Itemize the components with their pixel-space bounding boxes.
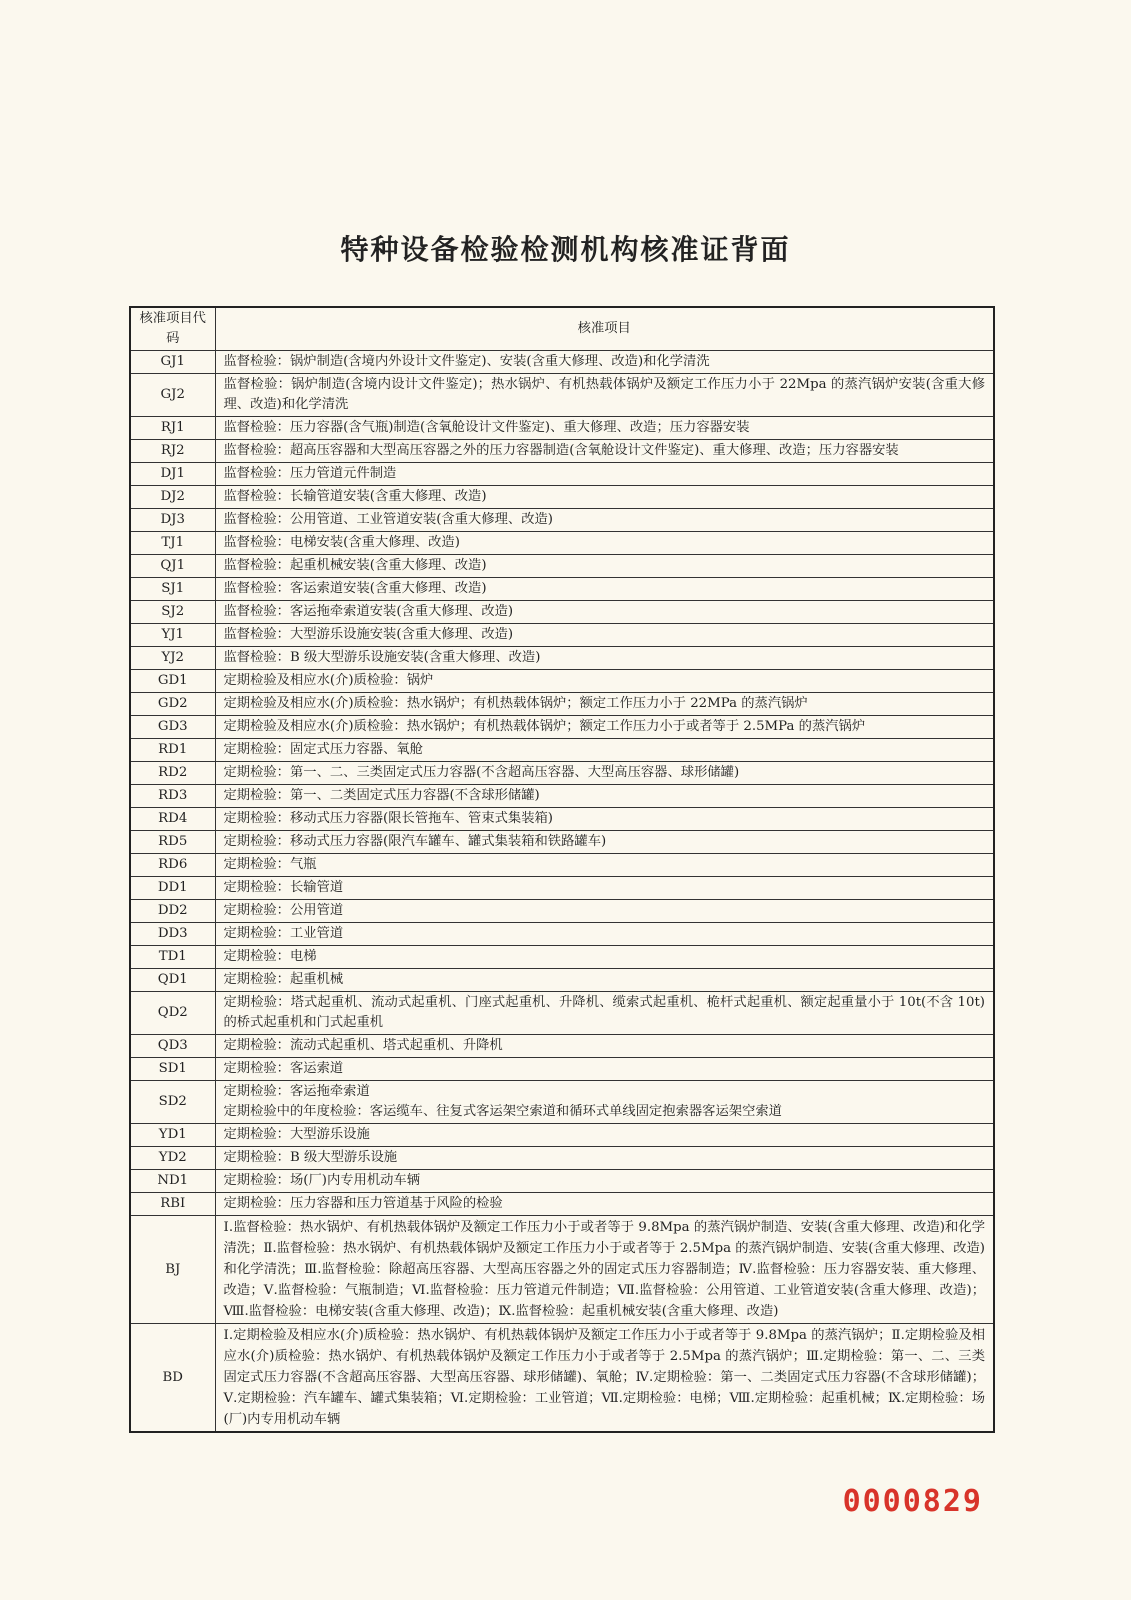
table-row <box>130 969 994 992</box>
table-row <box>130 1147 994 1170</box>
table-row <box>130 647 994 670</box>
table-row <box>130 463 994 486</box>
row-item: 定期检验及相应水(介)质检验：热水锅炉；有机热载体锅炉；额定工作压力小于或者等于 2.5MPa 的蒸汽锅炉 <box>215 716 994 739</box>
table-row <box>130 831 994 854</box>
row-item: 定期检验：移动式压力容器(限长管拖车、管束式集装箱) <box>215 808 994 831</box>
page-title: 特种设备检验检测机构核准证背面 <box>340 233 791 266</box>
table-row <box>130 877 994 900</box>
row-code: BJ <box>130 1216 215 1324</box>
row-code: SD2 <box>130 1081 215 1124</box>
table-row <box>130 923 994 946</box>
row-item: 监督检验：超高压容器和大型高压容器之外的压力容器制造(含氧舱设计文件鉴定)、重大修理、改造；压力容器安装 <box>215 440 994 463</box>
row-code: DJ2 <box>130 486 215 509</box>
row-item: 监督检验：锅炉制造(含境内设计文件鉴定)；热水锅炉、有机热载体锅炉及额定工作压力小于 22Mpa 的蒸汽锅炉安装(含重大修理、改造)和化学清洗 <box>215 374 994 417</box>
header-code: 核准项目代码 <box>130 307 215 351</box>
row-item: Ⅰ.监督检验：热水锅炉、有机热载体锅炉及额定工作压力小于或者等于 9.8Mpa 的蒸汽锅炉制造、安装(含重大修理、改造)和化学清洗；Ⅱ.监督检验：热水锅炉、有机热载体锅炉及额定工作压力小于或者等于 2.5Mpa 的蒸汽锅炉制造、安装(含重大修理、改造)和化学清洗；Ⅲ.监督检验：除超高压容器、大型高压容器之外的固定式压力容器制造；Ⅳ.监督检验：压力容器安装、重大修理、改造；Ⅴ.监督检验：气瓶制造；Ⅵ.监督检验：压力管道元件制造；Ⅶ.监督检验：公用管道、工业管道安装(含重大修理、改造)；Ⅷ.监督检验：电梯安装(含重大修理、改造)；Ⅸ.监督检验：起重机械安装(含重大修理、改造) <box>215 1216 994 1324</box>
table-header-row <box>130 307 994 351</box>
table-row <box>130 486 994 509</box>
row-code: GD3 <box>130 716 215 739</box>
row-item: 定期检验：起重机械 <box>215 969 994 992</box>
row-code: SJ2 <box>130 601 215 624</box>
table-row <box>130 440 994 463</box>
table-row <box>130 1324 994 1433</box>
table-row <box>130 555 994 578</box>
row-code: RD2 <box>130 762 215 785</box>
row-item-line: 定期检验：客运拖牵索道 <box>223 1084 370 1099</box>
row-code: RD1 <box>130 739 215 762</box>
row-code: QD3 <box>130 1035 215 1058</box>
row-code: RJ2 <box>130 440 215 463</box>
table-row <box>130 670 994 693</box>
row-code: GD1 <box>130 670 215 693</box>
row-code: ND1 <box>130 1170 215 1193</box>
row-code: GJ2 <box>130 374 215 417</box>
table-row <box>130 1216 994 1324</box>
row-code: YJ2 <box>130 647 215 670</box>
row-item: 定期检验：公用管道 <box>215 900 994 923</box>
table-row <box>130 1081 994 1124</box>
table-row <box>130 417 994 440</box>
row-code: QD1 <box>130 969 215 992</box>
table-row <box>130 374 994 417</box>
table-row <box>130 854 994 877</box>
row-code: YD2 <box>130 1147 215 1170</box>
row-item: 监督检验：电梯安装(含重大修理、改造) <box>215 532 994 555</box>
row-item: 定期检验：电梯 <box>215 946 994 969</box>
table-row <box>130 785 994 808</box>
row-item: 定期检验：气瓶 <box>215 854 994 877</box>
row-item: 定期检验：长输管道 <box>215 877 994 900</box>
table-row <box>130 762 994 785</box>
table-row <box>130 509 994 532</box>
row-item: 监督检验：压力管道元件制造 <box>215 463 994 486</box>
row-item: Ⅰ.定期检验及相应水(介)质检验：热水锅炉、有机热载体锅炉及额定工作压力小于或者等于 9.8Mpa 的蒸汽锅炉；Ⅱ.定期检验及相应水(介)质检验：热水锅炉、有机热载体锅炉及额定工作压力小于或者等于 2.5Mpa 的蒸汽锅炉；Ⅲ.定期检验：第一、二、三类固定式压力容器(不含超高压容器、大型高压容器、球形储罐)、氧舱；Ⅳ.定期检验：第一、二类固定式压力容器(不含球形储罐)；Ⅴ.定期检验：汽车罐车、罐式集装箱；Ⅵ.定期检验：工业管道；Ⅶ.定期检验：电梯；Ⅷ.定期检验：起重机械；Ⅸ.定期检验：场(厂)内专用机动车辆 <box>215 1324 994 1433</box>
row-code: RD4 <box>130 808 215 831</box>
row-item: 监督检验：压力容器(含气瓶)制造(含氧舱设计文件鉴定)、重大修理、改造；压力容器安装 <box>215 417 994 440</box>
table-row <box>130 601 994 624</box>
row-item-line: 定期检验中的年度检验：客运缆车、往复式客运架空索道和循环式单线固定抱索器客运架空索道 <box>223 1104 782 1119</box>
row-code: YD1 <box>130 1124 215 1147</box>
approval-items-table <box>129 306 995 1433</box>
row-code: RD6 <box>130 854 215 877</box>
table-row <box>130 900 994 923</box>
row-code: DD3 <box>130 923 215 946</box>
row-item: 定期检验：大型游乐设施 <box>215 1124 994 1147</box>
table-row <box>130 716 994 739</box>
table-row <box>130 1058 994 1081</box>
row-code: QD2 <box>130 992 215 1035</box>
row-item: 监督检验：客运拖牵索道安装(含重大修理、改造) <box>215 601 994 624</box>
row-code: DJ1 <box>130 463 215 486</box>
table-row <box>130 808 994 831</box>
row-item: 定期检验：固定式压力容器、氧舱 <box>215 739 994 762</box>
row-item: 定期检验：B 级大型游乐设施 <box>215 1147 994 1170</box>
row-item <box>215 1081 994 1124</box>
row-code: SJ1 <box>130 578 215 601</box>
table-row <box>130 946 994 969</box>
row-code: DD2 <box>130 900 215 923</box>
row-code: YJ1 <box>130 624 215 647</box>
row-item: 定期检验：压力容器和压力管道基于风险的检验 <box>215 1193 994 1216</box>
table-row <box>130 1124 994 1147</box>
row-code: TJ1 <box>130 532 215 555</box>
row-item: 定期检验：客运索道 <box>215 1058 994 1081</box>
table-row <box>130 739 994 762</box>
row-code: RBI <box>130 1193 215 1216</box>
row-code: GJ1 <box>130 351 215 374</box>
row-code: RJ1 <box>130 417 215 440</box>
table-row <box>130 624 994 647</box>
row-item: 定期检验：移动式压力容器(限汽车罐车、罐式集装箱和铁路罐车) <box>215 831 994 854</box>
row-item: 监督检验：公用管道、工业管道安装(含重大修理、改造) <box>215 509 994 532</box>
row-code: RD3 <box>130 785 215 808</box>
row-item: 定期检验：第一、二类固定式压力容器(不含球形储罐) <box>215 785 994 808</box>
row-code: QJ1 <box>130 555 215 578</box>
table-row <box>130 992 994 1035</box>
row-item: 定期检验及相应水(介)质检验：热水锅炉；有机热载体锅炉；额定工作压力小于 22MPa 的蒸汽锅炉 <box>215 693 994 716</box>
table-row <box>130 693 994 716</box>
row-code: DD1 <box>130 877 215 900</box>
row-item: 定期检验：第一、二、三类固定式压力容器(不含超高压容器、大型高压容器、球形储罐) <box>215 762 994 785</box>
row-code: TD1 <box>130 946 215 969</box>
serial-number: 0000829 <box>842 1484 983 1519</box>
row-item: 定期检验：塔式起重机、流动式起重机、门座式起重机、升降机、缆索式起重机、桅杆式起重机、额定起重量小于 10t(不含 10t)的桥式起重机和门式起重机 <box>215 992 994 1035</box>
row-code: BD <box>130 1324 215 1433</box>
row-code: DJ3 <box>130 509 215 532</box>
row-code: SD1 <box>130 1058 215 1081</box>
row-item: 监督检验：大型游乐设施安装(含重大修理、改造) <box>215 624 994 647</box>
row-item: 监督检验：长输管道安装(含重大修理、改造) <box>215 486 994 509</box>
table-row <box>130 578 994 601</box>
header-item: 核准项目 <box>215 307 994 351</box>
row-item: 定期检验及相应水(介)质检验：锅炉 <box>215 670 994 693</box>
row-item: 监督检验：锅炉制造(含境内外设计文件鉴定)、安装(含重大修理、改造)和化学清洗 <box>215 351 994 374</box>
table-row <box>130 1035 994 1058</box>
row-code: RD5 <box>130 831 215 854</box>
row-item: 定期检验：流动式起重机、塔式起重机、升降机 <box>215 1035 994 1058</box>
table-row <box>130 1170 994 1193</box>
table-row <box>130 1193 994 1216</box>
table-row <box>130 351 994 374</box>
row-item: 定期检验：场(厂)内专用机动车辆 <box>215 1170 994 1193</box>
table-row <box>130 532 994 555</box>
row-code: GD2 <box>130 693 215 716</box>
row-item: 监督检验：B 级大型游乐设施安装(含重大修理、改造) <box>215 647 994 670</box>
row-item: 监督检验：起重机械安装(含重大修理、改造) <box>215 555 994 578</box>
row-item: 监督检验：客运索道安装(含重大修理、改造) <box>215 578 994 601</box>
row-item: 定期检验：工业管道 <box>215 923 994 946</box>
